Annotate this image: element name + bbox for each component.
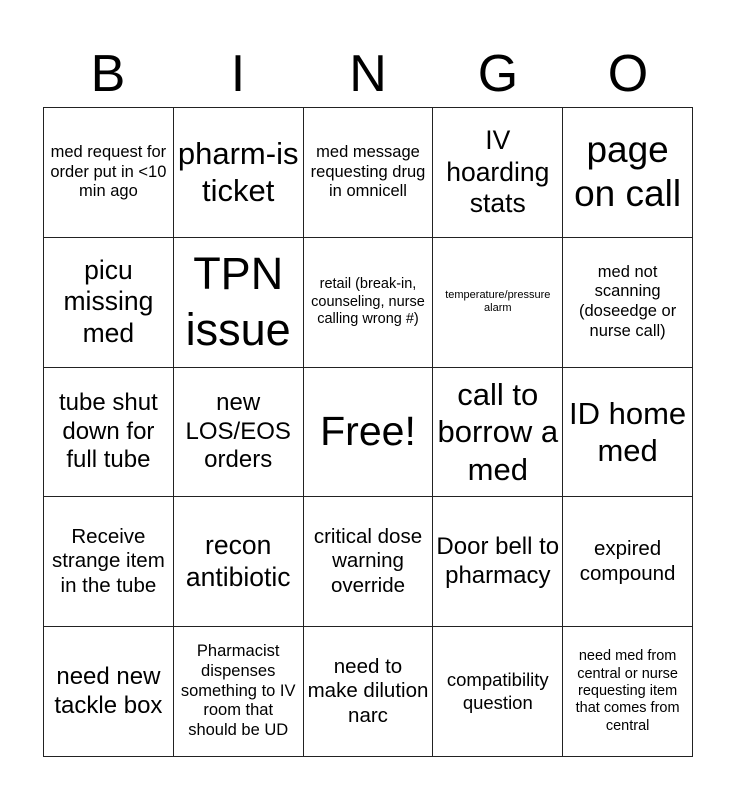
bingo-cell[interactable]: TPN issue: [174, 238, 304, 368]
bingo-cell[interactable]: Receive strange item in the tube: [44, 497, 174, 627]
bingo-cell[interactable]: new LOS/EOS orders: [174, 368, 304, 498]
header-letter-g: G: [477, 45, 519, 103]
bingo-cell[interactable]: page on call: [563, 108, 693, 238]
bingo-cell[interactable]: expired compound: [563, 497, 693, 627]
bingo-cell[interactable]: Pharmacist dispenses something to IV room that should be UD: [174, 627, 304, 757]
bingo-cell[interactable]: med request for order put in <10 min ago: [44, 108, 174, 238]
bingo-cell[interactable]: retail (break-in, counseling, nurse calling wrong #): [304, 238, 434, 368]
header-letter-n: N: [349, 45, 387, 103]
bingo-cell[interactable]: pharm-is ticket: [174, 108, 304, 238]
bingo-header: [43, 40, 693, 108]
bingo-board: [43, 107, 693, 757]
bingo-cell[interactable]: need to make dilution narc: [304, 627, 434, 757]
header-letter-o: O: [607, 45, 649, 103]
bingo-cell[interactable]: need new tackle box: [44, 627, 174, 757]
bingo-cell[interactable]: picu missing med: [44, 238, 174, 368]
bingo-cell[interactable]: Door bell to pharmacy: [433, 497, 563, 627]
bingo-cell[interactable]: med not scanning (doseedge or nurse call): [563, 238, 693, 368]
header-letter-b: B: [90, 45, 126, 103]
bingo-cell[interactable]: temperature/pressure alarm: [433, 238, 563, 368]
bingo-cell[interactable]: compatibility question: [433, 627, 563, 757]
bingo-cell[interactable]: med message requesting drug in omnicell: [304, 108, 434, 238]
bingo-cell[interactable]: critical dose warning override: [304, 497, 434, 627]
free-space[interactable]: Free!: [304, 368, 434, 498]
bingo-cell[interactable]: call to borrow a med: [433, 368, 563, 498]
header-letter-i: I: [230, 45, 246, 103]
bingo-cell[interactable]: tube shut down for full tube: [44, 368, 174, 498]
bingo-cell[interactable]: need med from central or nurse requesting item that comes from central: [563, 627, 693, 757]
bingo-cell[interactable]: IV hoarding stats: [433, 108, 563, 238]
bingo-cell[interactable]: ID home med: [563, 368, 693, 498]
bingo-cell[interactable]: recon antibiotic: [174, 497, 304, 627]
